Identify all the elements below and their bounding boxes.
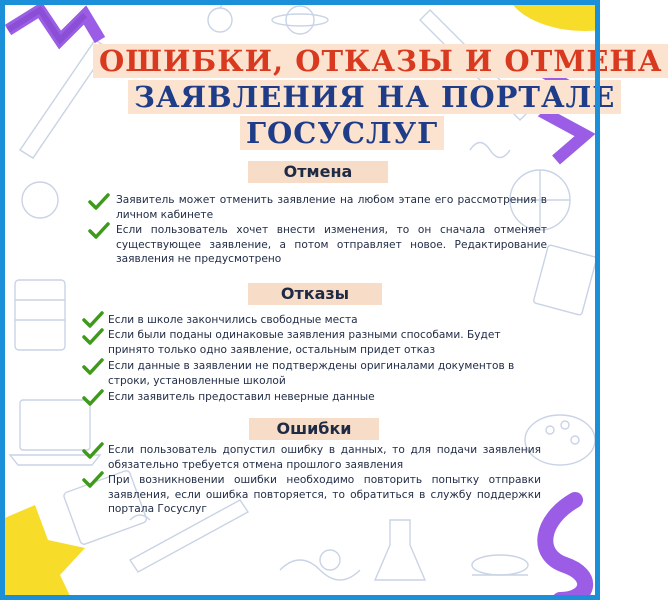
section-header-errors: Ошибки bbox=[249, 418, 379, 440]
list-item-text: Если в школе закончились свободные места bbox=[108, 314, 358, 326]
list-item bbox=[108, 328, 548, 357]
list-item-text: Если пользователь хочет внести изменения, то он сначала отменяет существующее заявление, а потом отправляет новое. Редактирование заявления не предусмотрено bbox=[116, 224, 547, 265]
page-title-line-1: ОШИБКИ, ОТКАЗЫ И ОТМЕНА bbox=[93, 44, 668, 78]
page-title-line-3: ГОСУСЛУГ bbox=[240, 116, 444, 150]
check-icon bbox=[82, 470, 104, 490]
list-item-text: Если данные в заявлении не подтверждены оригиналами документов в строки, установленные школой bbox=[108, 360, 515, 387]
check-icon bbox=[82, 357, 104, 377]
list-item bbox=[108, 359, 548, 388]
check-icon bbox=[82, 441, 104, 461]
check-icon bbox=[88, 221, 110, 241]
list-item-text: При возникновении ошибки необходимо повторить попытку отправки заявления, если ошибка повторяется, то обратиться в службу поддержки портала Госуслуг bbox=[108, 474, 541, 515]
section-header-cancel: Отмена bbox=[248, 161, 388, 183]
list-item-text: Заявитель может отменить заявление на любом этапе его рассмотрения в личном кабинете bbox=[116, 194, 547, 221]
list-item bbox=[108, 313, 548, 328]
list-item bbox=[116, 223, 547, 267]
list-item-text: Если заявитель предоставил неверные данные bbox=[108, 391, 375, 403]
page-title-line-2: ЗАЯВЛЕНИЯ НА ПОРТАЛЕ bbox=[128, 80, 621, 114]
list-item-text: Если пользователь допустил ошибку в данных, то для подачи заявления обязательно требуется отмена прошлого заявления bbox=[108, 444, 541, 471]
list-item bbox=[108, 443, 541, 472]
section-header-refusals: Отказы bbox=[248, 283, 382, 305]
check-icon bbox=[88, 192, 110, 212]
check-icon bbox=[82, 388, 104, 408]
list-item bbox=[116, 193, 547, 222]
check-icon bbox=[82, 327, 104, 347]
list-item-text: Если были поданы одинаковые заявления разными способами. Будет принято только одно заявление, остальным придет отказ bbox=[108, 329, 501, 356]
list-item bbox=[108, 390, 548, 405]
list-item bbox=[108, 473, 541, 517]
